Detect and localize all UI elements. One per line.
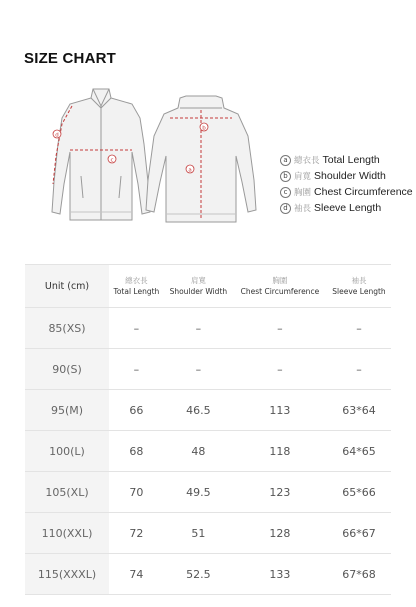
chest-circumference-cell: – — [277, 321, 283, 335]
column-header-cn: 總衣長 — [125, 276, 148, 285]
legend-cn-label: 總衣長 — [294, 156, 320, 166]
size-table — [25, 264, 391, 595]
total-length-cell: 74 — [129, 567, 144, 581]
shoulder-width-cell: 48 — [191, 444, 206, 458]
shoulder-width-cell: – — [195, 321, 202, 335]
legend-cn-label: 肩寬 — [294, 172, 312, 182]
size-label: 95(M) — [25, 390, 109, 431]
legend-item-chest-circumference — [280, 184, 413, 200]
chest-circumference-cell: 128 — [269, 526, 291, 540]
legend-cn-label: 袖長 — [294, 204, 312, 214]
marker-b-back — [200, 123, 208, 131]
chest-circumference-cell: – — [277, 362, 283, 376]
size-label: 115(XXXL) — [25, 554, 109, 595]
table-row — [25, 390, 391, 431]
jacket-front-drawing — [52, 89, 150, 220]
total-length-cell: – — [133, 321, 140, 335]
chest-circumference-cell: 113 — [269, 403, 291, 417]
column-header-shoulder-width — [164, 265, 233, 308]
total-length-cell: 68 — [129, 444, 144, 458]
column-header-en: Chest Circumference — [240, 287, 320, 296]
svg-text:b: b — [202, 125, 206, 132]
size-label: 85(XS) — [25, 308, 109, 349]
column-header-en: Shoulder Width — [169, 287, 228, 296]
legend-item-sleeve-length — [280, 200, 413, 216]
jacket-back-drawing — [146, 96, 256, 222]
column-header-cn: 袖長 — [351, 276, 367, 285]
column-header-en: Total Length — [113, 287, 160, 296]
legend-key: c — [280, 187, 291, 198]
legend-item-shoulder-width — [280, 168, 413, 184]
table-row — [25, 513, 391, 554]
sleeve-length-cell: 65*66 — [342, 485, 376, 499]
svg-text:a: a — [188, 167, 192, 174]
svg-text:d: d — [55, 132, 59, 139]
shoulder-width-cell: – — [195, 362, 202, 376]
table-row — [25, 349, 391, 390]
sleeve-length-cell: – — [356, 362, 362, 376]
shoulder-width-cell: 52.5 — [186, 567, 211, 581]
jacket-measurement-illustration — [20, 84, 282, 234]
legend-cn-label: 胸圍 — [294, 188, 312, 198]
column-header-cn: 胸圍 — [272, 276, 288, 285]
size-label: 105(XL) — [25, 472, 109, 513]
column-header-chest-circumference — [233, 265, 327, 308]
column-header-total-length — [109, 265, 164, 308]
table-row — [25, 554, 391, 595]
table-header-row — [25, 265, 391, 308]
total-length-cell: 70 — [129, 485, 144, 499]
unit-header: Unit (cm) — [25, 265, 109, 308]
legend-en-label: Sleeve Length — [314, 202, 382, 214]
chest-circumference-cell: 123 — [269, 485, 291, 499]
table-row — [25, 308, 391, 349]
measurement-legend — [280, 152, 413, 216]
shoulder-width-cell: 51 — [191, 526, 206, 540]
marker-a-back — [186, 165, 194, 173]
total-length-cell: 72 — [129, 526, 144, 540]
size-label: 90(S) — [25, 349, 109, 390]
shoulder-width-cell: 49.5 — [186, 485, 211, 499]
total-length-cell: 66 — [129, 403, 144, 417]
sleeve-length-cell: – — [356, 321, 362, 335]
total-length-cell: – — [133, 362, 140, 376]
table-row — [25, 472, 391, 513]
legend-en-label: Shoulder Width — [314, 170, 386, 182]
chest-circumference-cell: 133 — [269, 567, 291, 581]
legend-key: d — [280, 203, 291, 214]
sleeve-length-cell: 63*64 — [342, 403, 376, 417]
sleeve-length-cell: 66*67 — [342, 526, 376, 540]
marker-d-front — [53, 130, 61, 138]
legend-key: a — [280, 155, 291, 166]
marker-c-front — [108, 155, 116, 163]
legend-en-label: Total Length — [322, 154, 380, 166]
size-label: 100(L) — [25, 431, 109, 472]
chest-circumference-cell: 118 — [269, 444, 291, 458]
sleeve-length-cell: 64*65 — [342, 444, 376, 458]
column-header-en: Sleeve Length — [332, 287, 386, 296]
table-row — [25, 431, 391, 472]
legend-en-label: Chest Circumference — [314, 186, 413, 198]
shoulder-width-cell: 46.5 — [186, 403, 211, 417]
column-header-cn: 肩寬 — [190, 276, 206, 285]
legend-key: b — [280, 171, 291, 182]
page-title: SIZE CHART — [24, 50, 116, 67]
column-header-sleeve-length — [327, 265, 391, 308]
svg-text:c: c — [110, 157, 114, 164]
size-label: 110(XXL) — [25, 513, 109, 554]
legend-item-total-length — [280, 152, 413, 168]
sleeve-length-cell: 67*68 — [342, 567, 376, 581]
